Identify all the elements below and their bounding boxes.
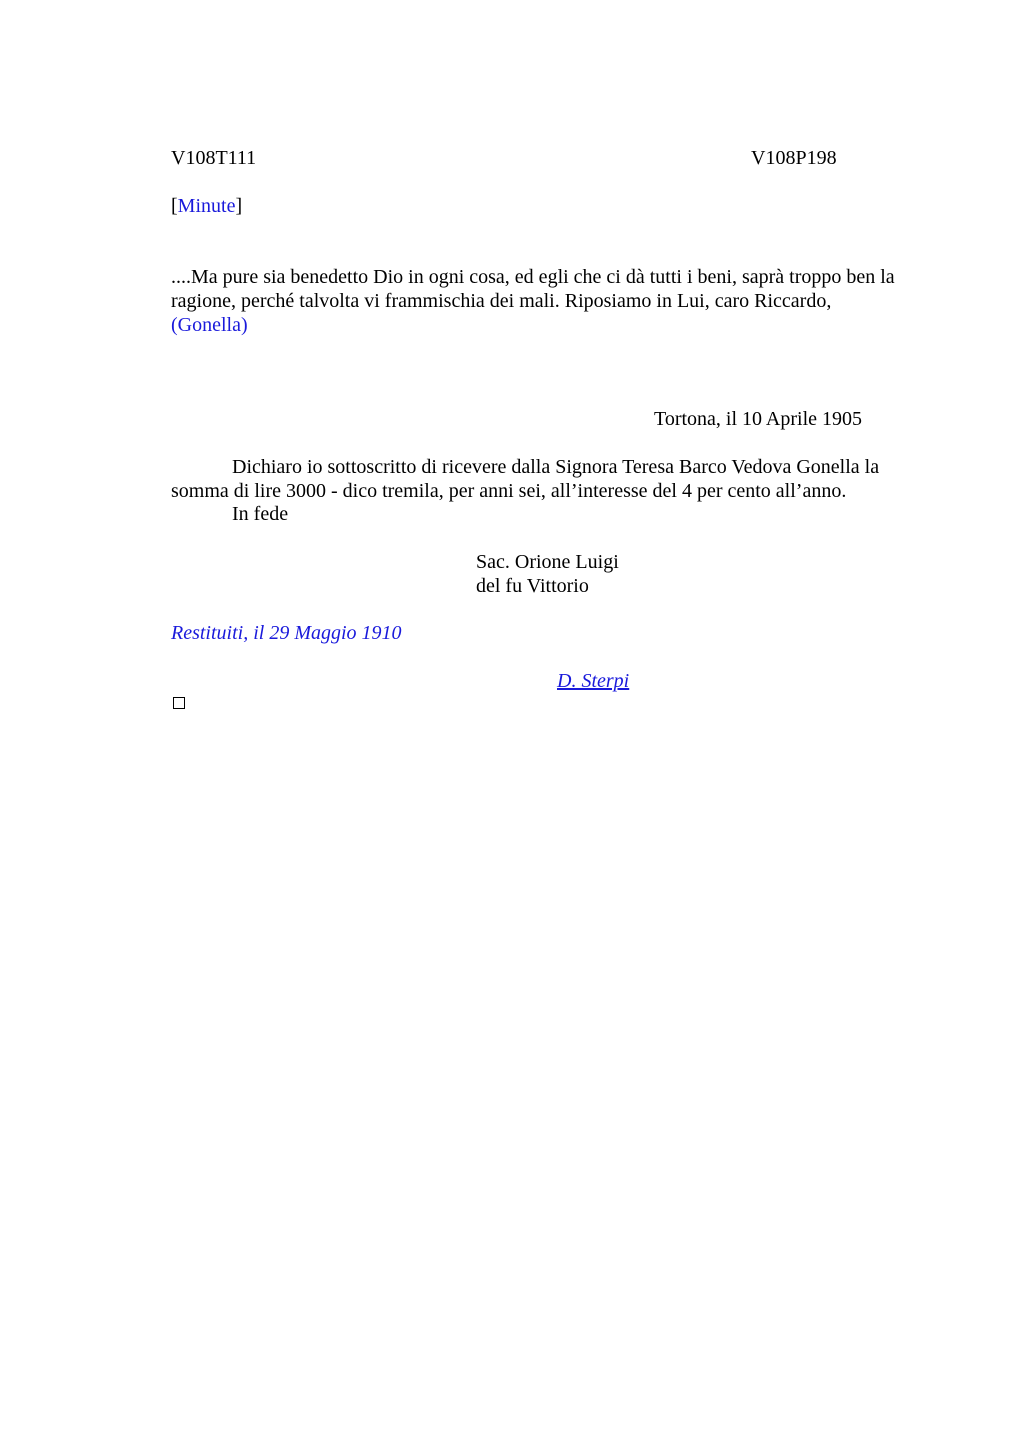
letter-body-line-1: Dichiaro io sottoscritto di ricevere dalla Signora Teresa Barco Vedova Gonella la (232, 456, 880, 478)
minute-open-bracket: [ (171, 195, 178, 217)
document-code-right: V108P198 (751, 147, 837, 169)
returned-note: Restituiti, il 29 Maggio 1910 (171, 622, 402, 644)
signature-line-1: Sac. Orione Luigi (476, 551, 619, 573)
signature-line-2: del fu Vittorio (476, 575, 589, 597)
minute-tag (171, 194, 242, 218)
minute-close-bracket: ] (235, 195, 243, 217)
signer-link[interactable]: D. Sterpi (557, 670, 630, 692)
minute-label: Minute (177, 195, 236, 217)
fragment-line-1: ....Ma pure sia benedetto Dio in ogni cosa, ed egli che ci dà tutti i beni, saprà troppo ben la (171, 266, 895, 288)
letter-body-line-2: somma di lire 3000 - dico tremila, per anni sei, all’interesse del 4 per cento all’anno. (171, 480, 847, 502)
fragment-note: (Gonella) (171, 314, 248, 336)
letter-closing: In fede (232, 503, 289, 525)
letter-date: Tortona, il 10 Aprile 1905 (654, 408, 863, 430)
document-code-left: V108T111 (171, 147, 257, 169)
fragment-line-2: ragione, perché talvolta vi frammischia dei mali. Riposiamo in Lui, caro Riccardo, (171, 290, 832, 312)
end-box-icon (173, 697, 185, 709)
